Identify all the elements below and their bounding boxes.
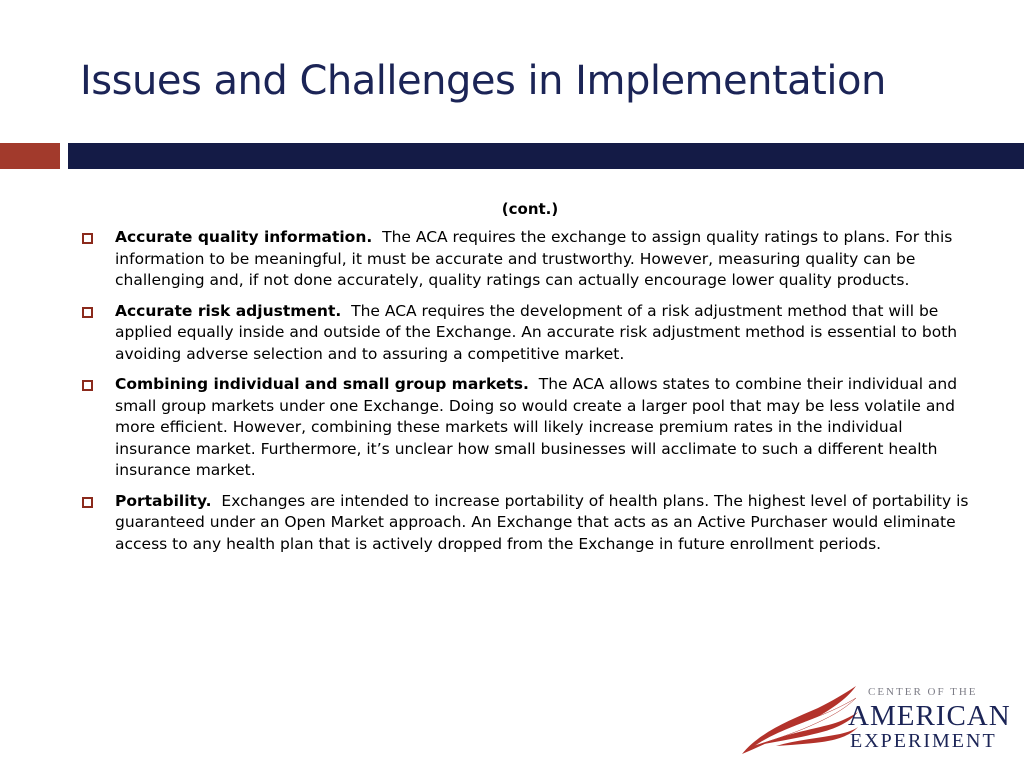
bullet-lead: Portability. [115,491,212,510]
bullet-text: The ACA requires the development of a risk adjustment method that will be applied equally inside and outside of the Exchange. An accurate risk adjustment method is essential to both avoiding adverse selection and to assuring a competitive market. [115,301,958,363]
bullet-item [80,491,980,556]
bullet-text: The ACA requires the exchange to assign quality ratings to plans. For this information to be meaningful, it must be accurate and trustworthy. However, measuring quality can be challenging and, if not done accurately, quality ratings can actually encourage lower quality products. [115,228,953,289]
bullet-list [80,227,980,555]
bullet-lead: Accurate quality information. [115,228,373,246]
logo-text-line1: CENTER OF THE [868,686,978,698]
accent-bar-red [0,143,60,169]
slide-subtitle: (cont.) [501,200,559,218]
bullet-item [80,374,980,482]
accent-bar-navy [68,143,1024,169]
bullet-item [80,227,980,292]
square-bullet-icon [82,233,93,244]
square-bullet-icon [82,380,93,391]
slide-title: Issues and Challenges in Implementation [80,58,886,104]
logo-text-line2: AMERICAN [848,700,1011,732]
bullet-text: The ACA allows states to combine their individual and small group markets under one Exchange. Doing so would create a larger pool that may be less volatile and more efficient. However, combining these markets will likely increase premium rates in the individual insurance market. Furthermore, it’s unclear how small businesses will acclimate to such a different health insurance market. [115,375,958,479]
flag-swoosh-icon [740,684,860,758]
slide-body [80,200,980,564]
bullet-item [80,301,980,366]
square-bullet-icon [82,497,93,508]
bullet-text: Exchanges are intended to increase portability of health plans. The highest level of portability is guaranteed under an Open Market approach. An Exchange that acts as an Active Purchaser would eliminate access to any health plan that is actively dropped from the Exchange in future enrollment periods. [115,491,969,553]
bullet-lead: Combining individual and small group markets. [115,375,529,393]
square-bullet-icon [82,307,93,318]
bullet-lead: Accurate risk adjustment. [115,301,342,320]
organization-logo [740,684,1010,758]
logo-text-line3: EXPERIMENT [850,730,997,752]
